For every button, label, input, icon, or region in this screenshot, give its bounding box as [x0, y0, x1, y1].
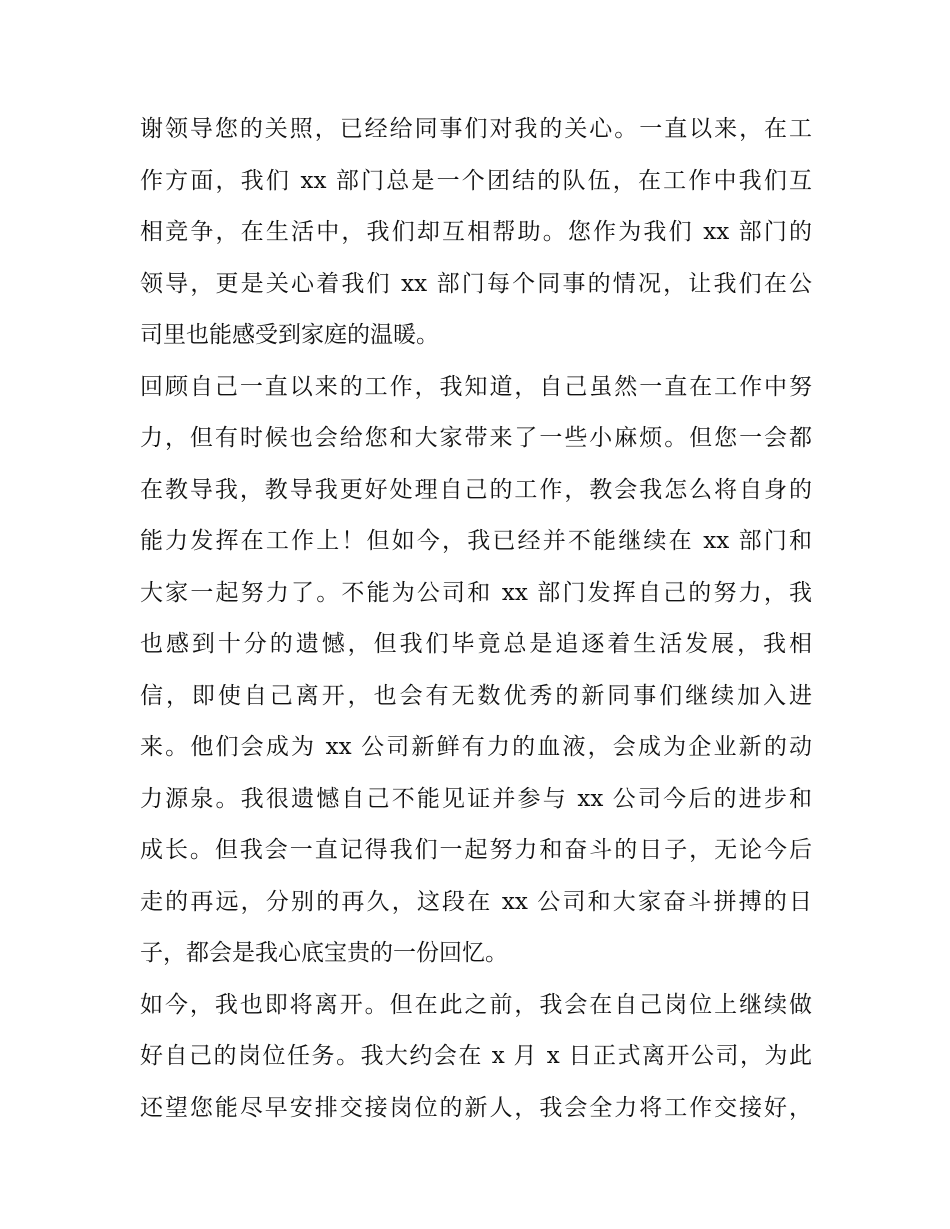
text-line: 好自己的岗位任务。我大约会在 x 月 x 日正式离开公司，为此 — [140, 1043, 812, 1069]
paragraph-1 — [140, 104, 812, 362]
text-line: 成长。但我会一直记得我们一起努力和奋斗的日子，无论今后 — [140, 837, 812, 863]
text-line: 作方面，我们 xx 部门总是一个团结的队伍，在工作中我们互 — [140, 167, 812, 194]
text-line: 谢领导您的关照，已经给同事们对我的关心。一直以来，在工 — [140, 116, 812, 142]
text-line: 大家一起努力了。不能为公司和 xx 部门发挥自己的努力，我 — [140, 579, 812, 606]
text-line: 走的再远，分别的再久，这段在 xx 公司和大家奋斗拼搏的日 — [140, 888, 812, 915]
text-line: 领导，更是关心着我们 xx 部门每个同事的情况，让我们在公 — [140, 270, 812, 297]
text-line: 能力发挥在工作上！但如今，我已经并不能继续在 xx 部门和 — [140, 528, 812, 554]
text-line: 子，都会是我心底宝贵的一份回忆。 — [140, 940, 508, 966]
letter-body — [140, 104, 812, 1134]
paragraph-3 — [140, 980, 812, 1135]
text-line: 如今，我也即将离开。但在此之前，我会在自己岗位上继续做 — [140, 991, 812, 1018]
text-line: 相竞争，在生活中，我们却互相帮助。您作为我们 xx 部门的 — [140, 219, 812, 245]
text-line: 在教导我，教导我更好处理自己的工作，教会我怎么将自身的 — [140, 476, 812, 503]
text-line: 还望您能尽早安排交接岗位的新人，我会全力将工作交接好， — [140, 1094, 812, 1121]
paragraph-2 — [140, 362, 812, 980]
text-line: 司里也能感受到家庭的温暖。 — [140, 322, 439, 348]
text-line: 也感到十分的遗憾，但我们毕竟总是追逐着生活发展，我相 — [140, 631, 812, 657]
text-line: 力源泉。我很遗憾自己不能见证并参与 xx 公司今后的进步和 — [140, 785, 812, 812]
text-line: 力，但有时候也会给您和大家带来了一些小麻烦。但您一会都 — [140, 425, 812, 451]
text-line: 回顾自己一直以来的工作，我知道，自己虽然一直在工作中努 — [140, 373, 812, 400]
text-line: 来。他们会成为 xx 公司新鲜有力的血液，会成为企业新的动 — [140, 734, 812, 760]
text-line: 信，即使自己离开，也会有无数优秀的新同事们继续加入进 — [140, 682, 812, 709]
